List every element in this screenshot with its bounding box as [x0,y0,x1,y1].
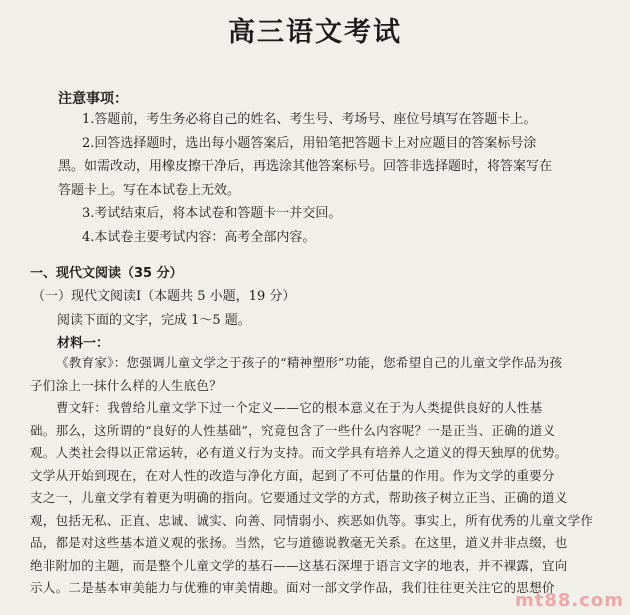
passage-line: 绝非附加的主题，而是整个儿童文学的基石——这基石深埋于语言文字的地表，并不裸露，宜向 [30,557,568,573]
notice-heading: 注意事项： [58,91,128,107]
passage-line: 子们涂上一抹什么样的人生底色？ [30,377,223,393]
notice-item-2-end: 答题卡上。写在本试卷上无效。 [58,182,241,198]
passage-line: 曹文轩：我曾给儿童文学下过一个定义——它的根本意义在于为人类提供良好的人性基 [56,400,543,415]
notice-list [58,108,606,249]
material-label: 材料一： [57,336,110,351]
subsection-heading: （一）现代文阅读Ⅰ（本题共 5 小题，19 分） [32,289,296,304]
passage-line: 观，包括无私、正直、忠诚、诚实、向善、同情弱小、疾恶如仇等。事实上，所有优秀的儿童文学作 [30,512,594,528]
passage-line: 支之一，儿童文学有着更为明确的指向。它要通过文学的方式，帮助孩子树立正当、正确的道义 [30,490,568,505]
notice-item-2: 2.回答选择题时，选出每小题答案后，用铅笔把答题卡上对应题目的答案标号涂 [82,135,537,151]
exam-title: 高三语文考试 [228,17,402,48]
passage-line: 《教育家》：您强调儿童文学之于孩子的“精神塑形”功能，您希望自己的儿童文学作品为孩 [56,355,563,370]
notice-item-4: 4.本试卷主要考试内容：高考全部内容。 [82,229,316,245]
reading-passage [30,352,610,600]
notice-item-3: 3.考试结束后，将本试卷和答题卡一并交回。 [82,206,342,221]
passage-line: 观。人类社会得以正常运转，必有道义行为支持。而文学具有培养人之道义的得天独厚的优势。 [30,445,568,460]
passage-line: 文学从开始到现在，在对人性的改造与净化方面，起到了不可估量的作用。作为文学的重要分 [30,467,555,483]
passage-line: 础。那么，这所谓的“良好的人性基础”，究竟包含了一些什么内容呢？一是正当、正确的道义 [30,422,556,438]
passage-line: 示人。二是基本审美能力与优雅的审美情趣。面对一部文学作品，我们往往更关注它的思想价 [30,580,555,595]
watermark-logo: mt88.com [514,590,624,611]
section-heading: 一、现代文阅读（35 分） [30,266,183,281]
reading-instruction: 阅读下面的文字，完成 1～5 题。 [57,313,251,328]
notice-item-1: 1.答题前，考生务必将自己的姓名、考生号、考场号、座位号填写在答题卡上。 [82,112,537,127]
passage-line: 品，都是对这些基本道义观的张扬。当然，它与道德说教毫无关系。在这里，道义并非点缀，也 [30,535,568,550]
notice-item-2-cont: 黑。如需改动，用橡皮擦干净后，再选涂其他答案标号。回答非选择题时，将答案写在 [58,159,553,174]
